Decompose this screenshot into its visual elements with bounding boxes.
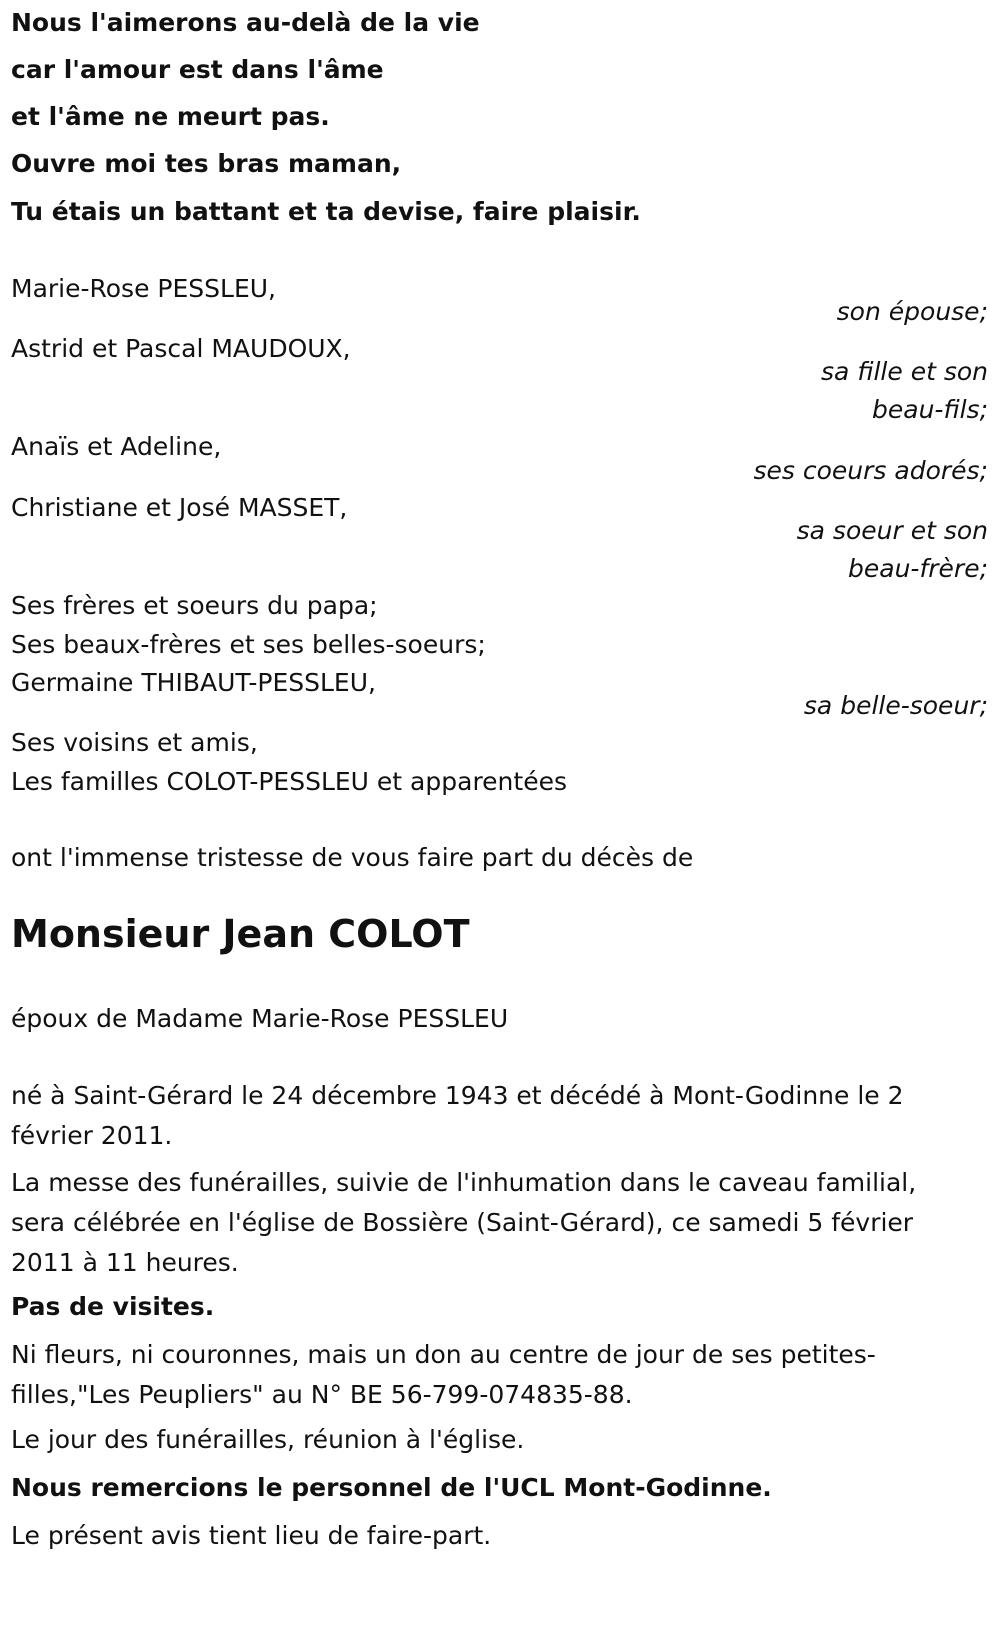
- poem-line-4: Ouvre moi tes bras maman,: [11, 149, 402, 178]
- donation-info: Ni fleurs, ni couronnes, mais un don au centre de jour de ses petites-filles,"Les Peupliers" au N° BE 56-799-074835-88.: [11, 1340, 876, 1409]
- notice: Le présent avis tient lieu de faire-part.: [11, 1521, 492, 1550]
- poem-line-5: Tu étais un battant et ta devise, faire plaisir.: [11, 197, 641, 226]
- relation-anais: ses coeurs adorés;: [753, 456, 988, 485]
- family-voisins: Ses voisins et amis,: [11, 728, 258, 757]
- relation-christiane-1: sa soeur et son: [796, 516, 988, 545]
- no-visits: Pas de visites.: [11, 1292, 215, 1321]
- family-anais: Anaïs et Adeline,: [11, 432, 222, 461]
- poem-line-2: car l'amour est dans l'âme: [11, 55, 384, 84]
- relation-marie-rose: son épouse;: [836, 297, 988, 326]
- relation-astrid-2: beau-fils;: [872, 395, 988, 424]
- relation-germaine: sa belle-soeur;: [803, 691, 988, 720]
- family-beaux-freres: Ses beaux-frères et ses belles-soeurs;: [11, 630, 486, 659]
- deceased-name: Monsieur Jean COLOT: [11, 912, 470, 956]
- poem-line-1: Nous l'aimerons au-delà de la vie: [11, 8, 480, 37]
- announcement: ont l'immense tristesse de vous faire part du décès de: [11, 843, 694, 872]
- spouse-line: époux de Madame Marie-Rose PESSLEU: [11, 1004, 509, 1033]
- thanks: Nous remercions le personnel de l'UCL Mont-Godinne.: [11, 1473, 772, 1502]
- funeral-info: La messe des funérailles, suivie de l'inhumation dans le caveau familial, sera célébrée en l'église de Bossière (Saint-Gérard), ce samedi 5 février 2011 à 11 heures.: [11, 1168, 917, 1277]
- family-christiane: Christiane et José MASSET,: [11, 493, 348, 522]
- family-marie-rose: Marie-Rose PESSLEU,: [11, 274, 276, 303]
- relation-christiane-2: beau-frère;: [848, 554, 988, 583]
- meeting-info: Le jour des funérailles, réunion à l'église.: [11, 1425, 525, 1454]
- family-freres: Ses frères et soeurs du papa;: [11, 591, 378, 620]
- family-germaine: Germaine THIBAUT-PESSLEU,: [11, 668, 376, 697]
- family-astrid: Astrid et Pascal MAUDOUX,: [11, 334, 351, 363]
- relation-astrid-1: sa fille et son: [821, 357, 988, 386]
- family-familles: Les familles COLOT-PESSLEU et apparentées: [11, 767, 567, 796]
- poem-line-3: et l'âme ne meurt pas.: [11, 102, 330, 131]
- birth-death: né à Saint-Gérard le 24 décembre 1943 et décédé à Mont-Godinne le 2 février 2011.: [11, 1081, 904, 1150]
